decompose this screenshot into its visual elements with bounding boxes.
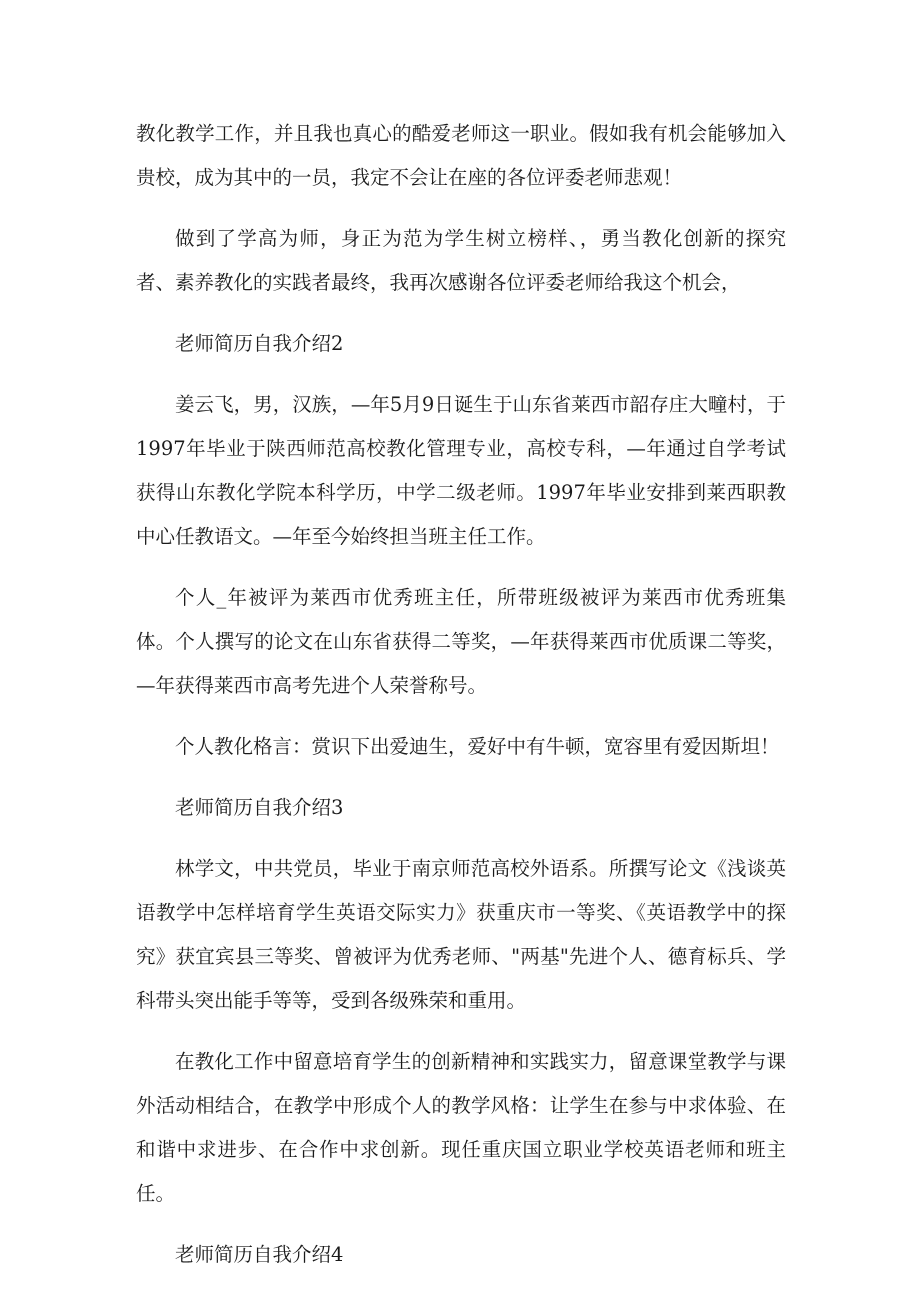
- paragraph-4: 个人_年被评为莱西市优秀班主任，所带班级被评为莱西市优秀班集体。个人撰写的论文在山东省获得二等奖，—年获得莱西市优质课二等奖，—年获得莱西市高考先进个人荣誉称号。: [136, 586, 786, 697]
- section-heading-3: 老师简历自我介绍3: [175, 796, 344, 819]
- paragraph-1: 教化教学工作，并且我也真心的酷爱老师这一职业。假如我有机会能够加入贵校，成为其中的一员，我定不会让在座的各位评委老师悲观！: [136, 122, 786, 189]
- paragraph-7: 在教化工作中留意培育学生的创新精神和实践实力，留意课堂教学与课外活动相结合，在教学中形成个人的教学风格：让学生在参与中求体验、在和谐中求进步、在合作中求创新。现任重庆国立职业学校英语老师和班主任。: [136, 1050, 786, 1205]
- section-heading-4: 老师简历自我介绍4: [175, 1243, 344, 1266]
- paragraph-6: 林学文，中共党员，毕业于南京师范高校外语系。所撰写论文《浅谈英语教学中怎样培育学生英语交际实力》获重庆市一等奖、《英语教学中的探究》获宜宾县三等奖、曾被评为优秀老师、"两基"先进个人、德育标兵、学科带头突出能手等等，受到各级殊荣和重用。: [136, 857, 786, 1012]
- paragraph-3: 姜云飞，男，汉族，—年5月9日诞生于山东省莱西市韶存庄大疃村，于1997年毕业于陕西师范高校教化管理专业，高校专科，—年通过自学考试获得山东教化学院本科学历，中学二级老师。1997年毕业安排到莱西职教中心任教语文。—年至今始终担当班主任工作。: [136, 393, 786, 548]
- paragraph-2: 做到了学高为师，身正为范为学生树立榜样、，勇当教化创新的探究者、素养教化的实践者最终，我再次感谢各位评委老师给我这个机会，: [136, 227, 786, 294]
- section-heading-2: 老师简历自我介绍2: [175, 332, 344, 355]
- document-body: [136, 112, 786, 1294]
- paragraph-5: 个人教化格言：赏识下出爱迪生，爱好中有牛顿，宽容里有爱因斯坦！: [175, 735, 780, 758]
